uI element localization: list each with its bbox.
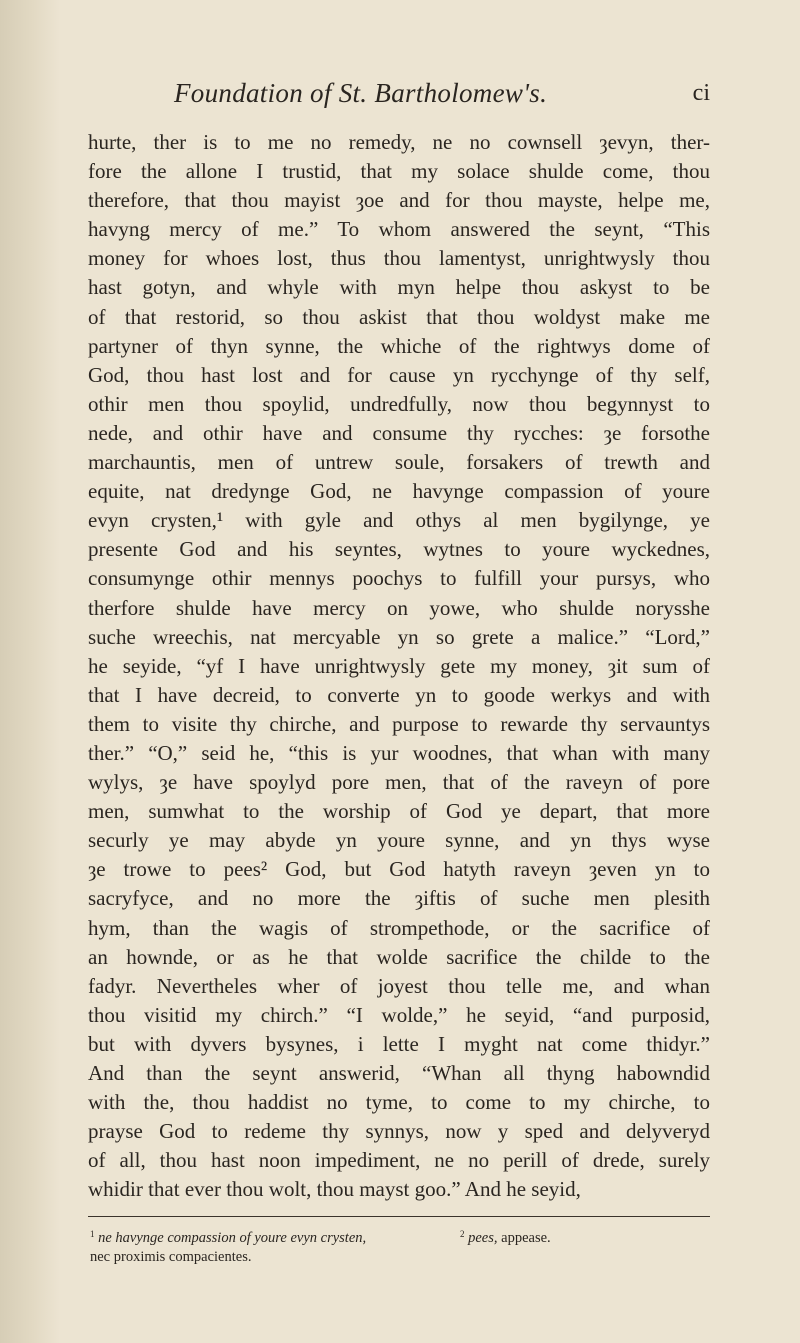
text-line: of that restorid, so thou askist that thou woldyst make me — [88, 304, 710, 329]
text-line: presente God and his seyntes, wytnes to youre wyckednes, — [88, 537, 710, 562]
text-line: therefore, that thou mayist ȝoe and for thou mayste, helpe me, — [88, 188, 710, 213]
text-line: money for whoes lost, thus thou lamentyst, unrightwysly thou — [88, 246, 710, 271]
text-line: fore the allone I trustid, that my solace shulde come, thou — [88, 159, 710, 184]
footnote-2-gloss: appease. — [501, 1230, 551, 1247]
text-line: God, thou hast lost and for cause yn rycchynge of thy self, — [88, 362, 710, 387]
text-line: but with dyvers bysynes, i lette I myght nat come thidyr.” — [88, 1031, 710, 1056]
text-line: consumynge othir mennys poochys to fulfill your pursys, who — [88, 566, 710, 591]
text-line: evyn crysten,¹ with gyle and othys al men bygilynge, ye — [88, 508, 710, 533]
text-line: ther.” “O,” seid he, “this is yur woodnes, that whan with many — [88, 740, 710, 765]
text-line: hast gotyn, and whyle with myn helpe thou askyst to be — [88, 275, 710, 300]
text-line: sacryfyce, and no more the ȝiftis of suche men plesith — [88, 886, 710, 911]
footnote-2 — [460, 1225, 551, 1248]
book-gutter-shadow — [0, 0, 60, 1343]
body-text — [88, 128, 710, 1204]
book-page — [88, 78, 710, 1267]
text-line: hym, than the wagis of strompethode, or the sacrifice of — [88, 915, 710, 940]
text-line: hurte, ther is to me no remedy, ne no cownsell ȝevyn, ther- — [88, 130, 710, 154]
text-line: suche wreechis, nat mercyable yn so grete a malice.” “Lord,” — [88, 624, 710, 649]
text-line: securly ye may abyde yn youre synne, and yn thys wyse — [88, 828, 710, 853]
text-line: an howndе, or as he that wolde sacrifice the childe to the — [88, 944, 710, 969]
text-line: whidir that ever thou wolt, thou mayst goo.” And he seyid, — [88, 1177, 581, 1202]
footnote-1 — [90, 1225, 460, 1248]
text-line: othir men thou spoylid, undredfully, now thou begynnyst to — [88, 391, 710, 416]
footnote-2-term: pees, — [468, 1230, 498, 1247]
text-line: men, sumwhat to the worship of God ye depart, that more — [88, 799, 710, 824]
text-line: prayse God to redeme thy synnys, now y sped and delyveryd — [88, 1119, 710, 1144]
footnote-rule — [88, 1216, 710, 1217]
text-line: fadyr. Nevertheles wher of joyest thou telle me, and whan — [88, 973, 710, 998]
footnote-2-marker: 2 — [460, 1229, 465, 1240]
text-line: equite, nat dredynge God, ne havynge compassion of youre — [88, 479, 710, 504]
footnote-1-gloss: nec proximis compacientes. — [90, 1249, 252, 1266]
text-line: ȝe trowe to pees² God, but God hatyth raveyn ȝeven yn to — [88, 857, 710, 882]
text-line: of all, thou hast noon impediment, ne no perill of drede, surely — [88, 1148, 710, 1173]
footnotes — [88, 1225, 710, 1267]
text-line: marchauntis, men of untrew soule, forsakers of trewth and — [88, 450, 710, 475]
running-title: Foundation of St. Bartholomew's. — [174, 78, 548, 108]
text-line: And than the seynt answerid, “Whan all thyng habowndid — [88, 1061, 710, 1085]
text-line: nede, and othir have and consume thy rycches: ȝe forsothe — [88, 420, 710, 445]
footnote-1-term: ne havynge compassion of youre evyn crysten, — [98, 1230, 367, 1247]
running-head — [88, 78, 710, 118]
text-line: havyng mercy of me.” To whom answered the seynt, “This — [88, 217, 710, 242]
text-line: thou visitid my chirch.” “I wolde,” he seyid, “and purposid, — [88, 1002, 710, 1027]
text-line: wylys, ȝe have spoylyd pore men, that of the raveyn of pore — [88, 770, 710, 795]
text-line: them to visite thy chirche, and purpose to rewarde thy servauntys — [88, 711, 710, 736]
text-line: he seyide, “yf I have unrightwysly gete my money, ȝit sum of — [88, 653, 710, 678]
text-line: that I have decreid, to converte yn to goode werkys and with — [88, 682, 710, 707]
text-line: partyner of thyn synne, the whiche of the rightwys dome of — [88, 333, 710, 358]
text-line: with the, thou haddist no tyme, to come to my chirche, to — [88, 1090, 710, 1115]
text-line: therfore shulde have mercy on yowe, who shulde norysshe — [88, 595, 710, 620]
footnote-1-marker: 1 — [90, 1229, 95, 1240]
page-number: ci — [692, 80, 710, 106]
